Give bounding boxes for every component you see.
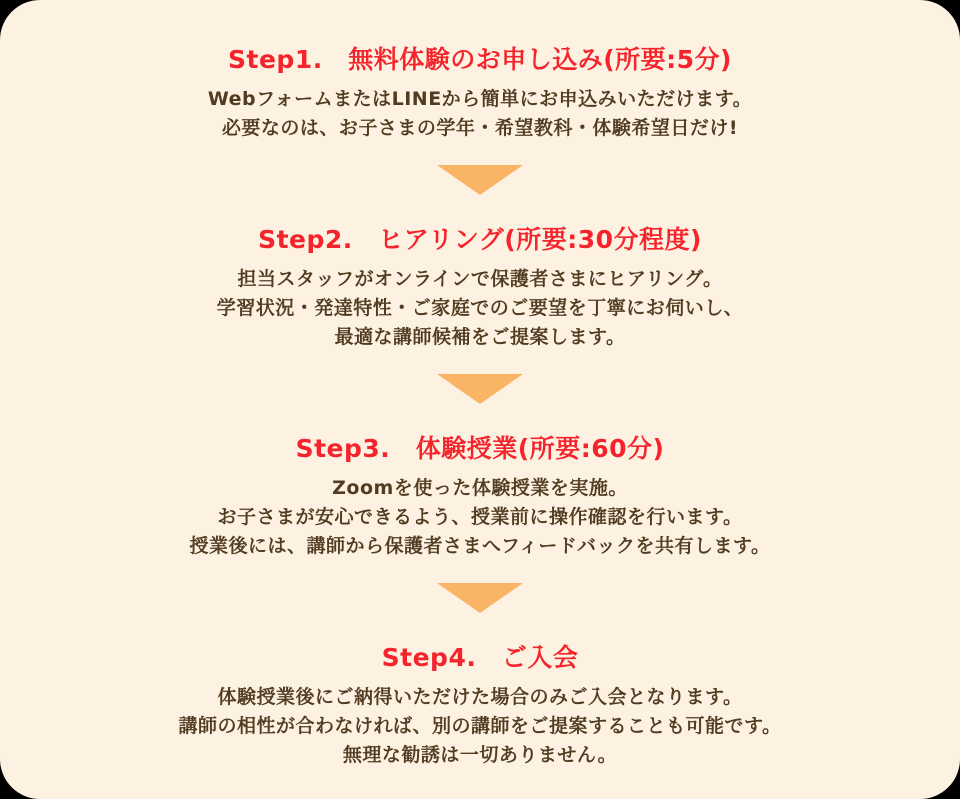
step-4-title: Step4. ご入会: [381, 643, 579, 672]
step-3-section: [0, 434, 960, 561]
step-4-line: 体験授業後にご納得いただけた場合のみご入会となります。: [217, 686, 743, 708]
step-4-line: 講師の相性が合わなければ、別の講師をご提案することも可能です。: [178, 715, 782, 737]
step-1-line: WebフォームまたはLINEから簡単にお申込みいただけます。: [207, 88, 753, 110]
step-1-line: 必要なのは、お子さまの学年・希望教科・体験希望日だけ!: [221, 117, 739, 139]
step-3-description: [0, 474, 960, 561]
step-2-description: [0, 265, 960, 352]
step-2-section: [0, 225, 960, 352]
step-3-line: 授業後には、講師から保護者さまへフィードバックを共有します。: [189, 535, 771, 557]
step-2-line: 担当スタッフがオンラインで保護者さまにヒアリング。: [237, 268, 723, 290]
down-arrow-icon: [437, 165, 523, 195]
step-2-line: 学習状況・発達特性・ご家庭でのご要望を丁寧にお伺いし、: [216, 297, 744, 319]
step-3-line: Zoomを使った体験授業を実施。: [332, 477, 628, 499]
step-4-description: [0, 683, 960, 770]
down-arrow-icon: [437, 583, 523, 613]
down-arrow-icon: [437, 374, 523, 404]
step-1-section: [0, 45, 960, 143]
step-2-title: Step2. ヒアリング(所要:30分程度): [258, 225, 702, 254]
step-4-section: [0, 643, 960, 770]
step-3-title: Step3. 体験授業(所要:60分): [295, 434, 665, 463]
step-3-line: お子さまが安心できるよう、授業前に操作確認を行います。: [217, 506, 743, 528]
step-2-line: 最適な講師候補をご提案します。: [334, 326, 626, 348]
step-1-description: [0, 85, 960, 143]
step-4-line: 無理な勧誘は一切ありません。: [342, 744, 618, 766]
step-1-title: Step1. 無料体験のお申し込み(所要:5分): [228, 45, 732, 74]
